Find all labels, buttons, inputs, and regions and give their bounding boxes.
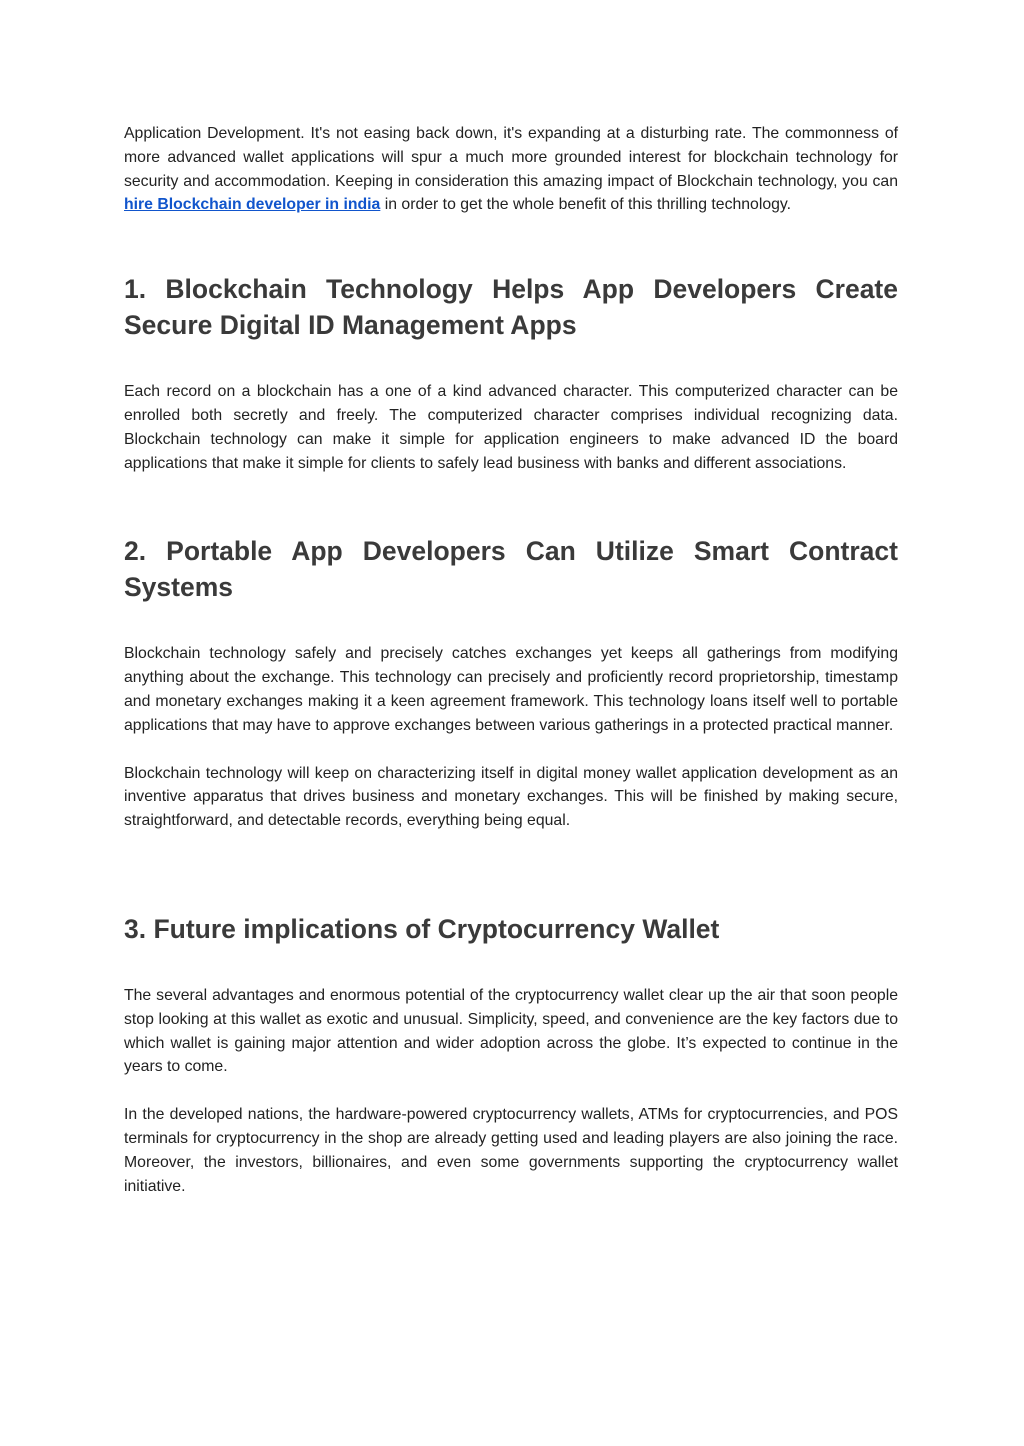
section-1-paragraph-1: Each record on a blockchain has a one of a kind advanced character. This computerized character can be enrolled both secretly and freely. The computerized character comprises individual recognizing data. Blockchain technology can make it simple for application engineers to make advanced ID the board applications that make it simple for clients to safely lead business with banks and different associations.	[124, 383, 898, 472]
intro-text-before-link: Application Development. It's not easing back down, it's expanding at a disturbing rate. The commonness of more advanced wallet applications will spur a much more grounded interest for blockchain technology for security and accommodation. Keeping in consideration this amazing impact of Blockchain technology, you can	[124, 125, 898, 190]
section-3-heading: 3. Future implications of Cryptocurrency Wallet	[124, 913, 720, 944]
document-page	[124, 122, 898, 1198]
section-2-paragraph-2: Blockchain technology will keep on characterizing itself in digital money wallet application development as an inventive apparatus that drives business and monetary exchanges. This will be finished by making secure, straightforward, and detectable records, everything being equal.	[124, 764, 898, 830]
section-3-paragraph-2: In the developed nations, the hardware-powered cryptocurrency wallets, ATMs for cryptocurrencies, and POS terminals for cryptocurrency in the shop are already getting used and leading players are also joining the race. Moreover, the investors, billionaires, and even some governments supporting the cryptocurrency wallet initiative.	[124, 1106, 898, 1195]
section-3-paragraph-1: The several advantages and enormous potential of the cryptocurrency wallet clear up the air that soon people stop looking at this wallet as exotic and unusual. Simplicity, speed, and convenience are the key factors due to which wallet is gaining major attention and wider adoption across the globe. It’s expected to continue in the years to come.	[124, 986, 898, 1076]
intro-paragraph	[124, 122, 898, 217]
section-1-heading: 1. Blockchain Technology Helps App Developers Create Secure Digital ID Management Apps	[124, 274, 898, 341]
section-2-heading: 2. Portable App Developers Can Utilize Smart Contract Systems	[124, 536, 898, 603]
intro-text-after-link: in order to get the whole benefit of this thrilling technology.	[380, 196, 792, 214]
section-2-paragraph-1: Blockchain technology safely and precisely catches exchanges yet keeps all gatherings from modifying anything about the exchange. This technology can precisely and proficiently record proprietorship, timestamp and monetary exchanges making it a keen agreement framework. This technology loans itself well to portable applications that may have to approve exchanges between various gatherings in a protected practical manner.	[124, 645, 898, 734]
hire-blockchain-developer-link[interactable]: hire Blockchain developer in india	[124, 196, 381, 214]
